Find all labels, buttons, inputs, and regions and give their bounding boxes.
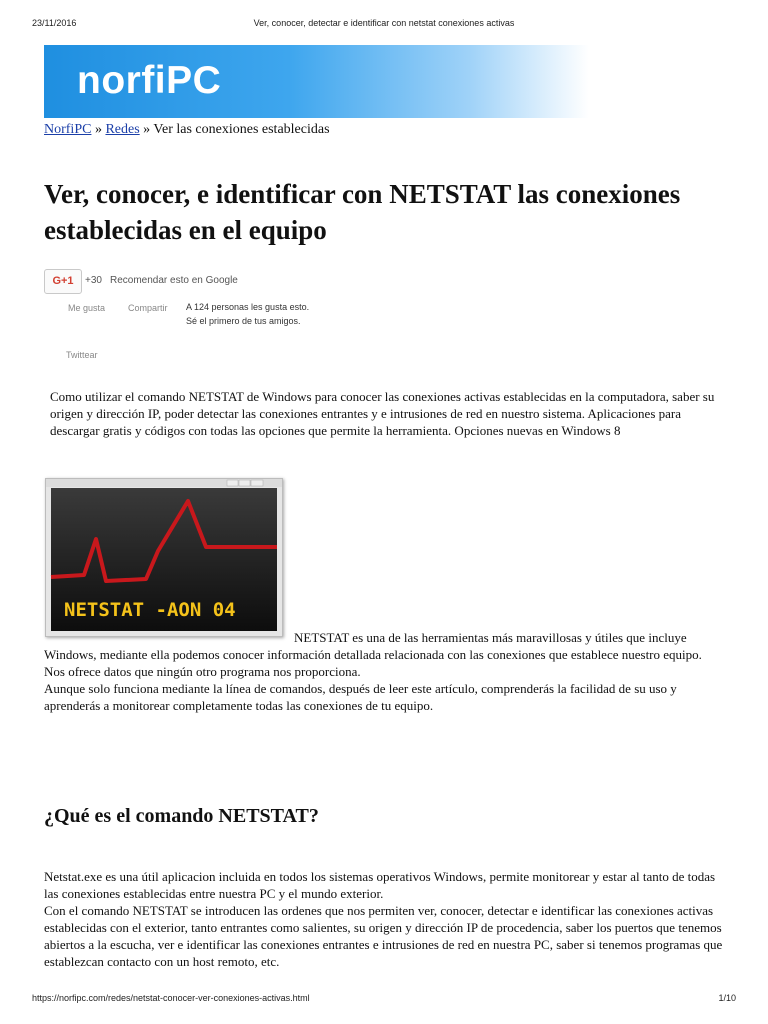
breadcrumb-section-link[interactable]: Redes	[105, 122, 140, 137]
netstat-image-graphic	[46, 479, 282, 636]
window-minimize-icon	[227, 480, 238, 486]
article-paragraph-what-is	[44, 868, 732, 970]
facebook-share-button[interactable]: Compartir	[128, 303, 168, 313]
print-page-number: 1/10	[718, 993, 736, 1003]
site-logo[interactable]: norfiPC	[77, 59, 222, 102]
breadcrumb-separator: »	[143, 122, 151, 137]
paragraph-line: Aunque solo funciona mediante la línea de comandos, después de leer este artículo, comprenderás la facilidad de su uso y aprenderás a monitorear completamente todas las conexiones de tu equipo.	[44, 681, 677, 713]
breadcrumb	[44, 122, 330, 138]
breadcrumb-current: Ver las conexiones establecidas	[153, 122, 330, 137]
paragraph-line: Con el comando NETSTAT se introducen las ordenes que nos permiten ver, conocer, detectar e identificar las conexiones activas establecidas con el exterior, tanto entrantes como salientes, su origen y dirección IP de procedencia, saber los puertos que tenemos abiertos a la escucha, ver e identificar las conexiones entrantes e intrusiones de red en nuestra PC, saber si tenemos programas que establezcan contacto con un host remoto, etc.	[44, 903, 723, 969]
netstat-illustration	[45, 478, 283, 637]
window-maximize-icon	[239, 480, 250, 486]
facebook-like-button[interactable]: Me gusta	[68, 303, 106, 313]
google-plus-button[interactable]: G+1	[44, 269, 82, 294]
print-url: https://norfipc.com/redes/netstat-conocer-ver-conexiones-activas.html	[32, 993, 310, 1003]
paragraph-line: NETSTAT es una de las herramientas más maravillosas y útiles que incluye Windows, mediante ella podemos conocer información detallada relacionada con las conexiones que establece nuestro equipo.	[44, 630, 702, 662]
print-footer	[32, 993, 736, 1007]
print-header	[32, 18, 736, 32]
article-paragraph-netstat	[44, 629, 732, 714]
section-heading: ¿Qué es el comando NETSTAT?	[44, 805, 319, 827]
print-date: 23/11/2016	[32, 18, 77, 28]
breadcrumb-separator: »	[94, 122, 102, 137]
facebook-like-count-text: A 124 personas les gusta esto. Sé el primero de tus amigos.	[186, 302, 310, 326]
google-plus-recommend-text: Recomendar esto en Google	[110, 275, 238, 286]
paragraph-line: Nos ofrece datos que ningún otro programa nos proporciona.	[44, 664, 361, 679]
breadcrumb-home-link[interactable]: NorfiPC	[44, 122, 92, 137]
article-title: Ver, conocer, e identificar con NETSTAT las conexiones establecidas en el equipo	[44, 179, 681, 245]
print-page-title: Ver, conocer, detectar e identificar con netstat conexiones activas	[253, 18, 515, 28]
netstat-caption: NETSTAT -AON 04	[64, 599, 236, 621]
article-intro: Como utilizar el comando NETSTAT de Windows para conocer las conexiones activas establecidas en la computadora, saber su origen y dirección IP, poder detectar las conexiones entrantes y e intrusiones de red en nuestro sistema. Aplicaciones para descargar gratis y códigos con todas las opciones que permite la herramienta. Opciones nuevas en Windows 8	[50, 389, 715, 438]
google-plus-count: +30	[85, 275, 102, 286]
tweet-button[interactable]: Twittear	[66, 350, 98, 360]
paragraph-line: Netstat.exe es una útil aplicacion incluida en todos los sistemas operativos Windows, permite monitorear y estar al tanto de todas las conexiones establecidas entre nuestra PC y el mundo exterior.	[44, 869, 716, 901]
window-close-icon	[251, 480, 263, 486]
site-banner[interactable]	[44, 45, 589, 118]
